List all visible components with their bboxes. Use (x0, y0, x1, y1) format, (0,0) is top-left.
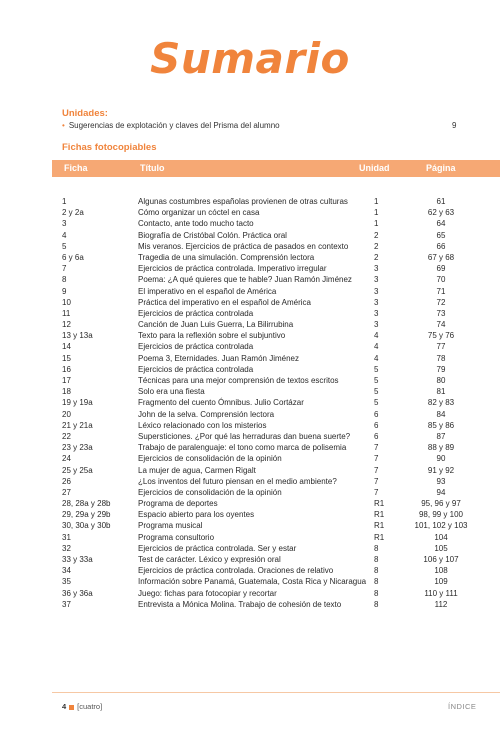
row-unidad: 8 (374, 577, 379, 587)
row-titulo: John de la selva. Comprensión lectora (138, 409, 275, 419)
row-ficha: 22 (62, 431, 71, 441)
row-ficha: 25 y 25a (62, 465, 93, 475)
row-ficha: 21 y 21a (62, 420, 93, 430)
row-pagina: 90 (436, 454, 446, 464)
row-pagina: 75 y 76 (427, 331, 455, 341)
row-ficha: 1 (62, 197, 67, 206)
row-unidad: 2 (374, 230, 379, 240)
row-unidad: 2 (374, 252, 379, 262)
row-titulo: Juego: fichas para fotocopiar y recortar (138, 588, 277, 598)
row-unidad: 4 (374, 353, 379, 363)
row-titulo: Léxico relacionado con los misterios (138, 420, 267, 430)
row-pagina: 104 (434, 532, 448, 542)
row-ficha: 18 (62, 387, 71, 397)
table-row (0, 543, 500, 554)
row-pagina: 70 (436, 275, 446, 285)
row-unidad: 2 (374, 241, 379, 251)
row-pagina: 87 (436, 431, 446, 441)
row-pagina: 109 (434, 577, 448, 587)
table-row (0, 274, 500, 285)
row-pagina: 94 (436, 487, 446, 497)
row-titulo: Programa musical (138, 521, 203, 531)
row-pagina: 77 (436, 342, 446, 352)
page-title: Sumario (150, 34, 350, 83)
table-row (0, 520, 500, 531)
header-unidad: Unidad (359, 163, 390, 173)
table-row (0, 252, 500, 263)
table-row (0, 487, 500, 498)
table-row (0, 498, 500, 509)
row-pagina: 66 (436, 241, 446, 251)
row-ficha: 29, 29a y 29b (62, 510, 111, 520)
row-titulo: Texto para la reflexión sobre el subjuntivo (138, 331, 286, 341)
row-titulo: Programa consultorio (138, 532, 215, 542)
row-titulo: Supersticiones. ¿Por qué las herraduras dan buena suerte? (138, 431, 351, 441)
row-pagina: 82 y 83 (427, 398, 455, 408)
table-row (0, 364, 500, 375)
row-titulo: Biografía de Cristóbal Colón. Práctica oral (138, 230, 287, 240)
row-pagina: 64 (436, 219, 446, 229)
row-titulo: Solo era una fiesta (138, 387, 205, 397)
table-row (0, 241, 500, 252)
row-ficha: 11 (62, 308, 71, 318)
row-unidad: 7 (374, 454, 379, 464)
row-unidad: 1 (374, 219, 379, 229)
row-unidad: 6 (374, 409, 379, 419)
row-titulo: Tragedia de una simulación. Comprensión lectora (138, 252, 315, 262)
row-ficha: 27 (62, 487, 71, 497)
row-ficha: 28, 28a y 28b (62, 499, 111, 509)
row-pagina: 93 (436, 476, 446, 486)
row-titulo: Fragmento del cuento Ómnibus. Julio Cortázar (138, 398, 304, 408)
row-unidad: R1 (374, 521, 385, 531)
row-pagina: 101, 102 y 103 (414, 521, 468, 531)
row-pagina: 95, 96 y 97 (421, 499, 461, 509)
row-pagina: 81 (436, 387, 446, 397)
row-titulo: Entrevista a Mónica Molina. Trabajo de cohesión de texto (138, 599, 342, 609)
row-titulo: Espacio abierto para los oyentes (138, 510, 255, 520)
table-row (0, 230, 500, 241)
footer-page-word: [cuatro] (77, 702, 103, 711)
table-row (0, 286, 500, 297)
table-row (0, 576, 500, 587)
fichas-heading: Fichas fotocopiables (62, 142, 157, 153)
row-ficha: 6 y 6a (62, 252, 84, 262)
row-ficha: 15 (62, 353, 71, 363)
row-ficha: 4 (62, 230, 67, 240)
row-ficha: 32 (62, 543, 71, 553)
table-row (0, 476, 500, 487)
bullet-icon: • (62, 121, 65, 130)
row-titulo: Ejercicios de práctica controlada. Oraciones de relativo (138, 566, 334, 576)
row-ficha: 3 (62, 219, 67, 229)
unidades-item (62, 121, 462, 130)
row-unidad: 1 (374, 208, 379, 218)
row-titulo: Programa de deportes (138, 499, 218, 509)
table-row (0, 565, 500, 576)
row-ficha: 35 (62, 577, 71, 587)
footer-page (62, 702, 102, 711)
row-unidad: 7 (374, 465, 379, 475)
row-unidad: 8 (374, 555, 379, 564)
row-unidad: R1 (374, 532, 385, 542)
row-unidad: 5 (374, 376, 379, 385)
row-ficha: 33 y 33a (62, 555, 93, 564)
row-pagina: 61 (436, 197, 446, 206)
row-titulo: Cómo organizar un cóctel en casa (138, 208, 260, 218)
row-titulo: Poema 3, Eternidades. Juan Ramón Jiménez (138, 353, 299, 363)
row-pagina: 73 (436, 308, 446, 318)
table-row (0, 509, 500, 520)
row-titulo: Canción de Juan Luis Guerra, La Bilirrubina (138, 320, 294, 330)
row-pagina: 98, 99 y 100 (418, 510, 464, 520)
table-row (0, 308, 500, 319)
row-unidad: 5 (374, 364, 379, 374)
row-ficha: 9 (62, 286, 67, 296)
row-ficha: 5 (62, 241, 67, 251)
row-pagina: 85 y 86 (427, 420, 455, 430)
row-unidad: 7 (374, 476, 379, 486)
row-unidad: 4 (374, 342, 379, 352)
row-pagina: 112 (434, 599, 448, 609)
row-pagina: 84 (436, 409, 446, 419)
row-titulo: La mujer de agua, Carmen Rigalt (138, 465, 256, 475)
row-unidad: 8 (374, 543, 379, 553)
row-ficha: 17 (62, 376, 71, 385)
row-ficha: 31 (62, 532, 71, 542)
row-unidad: 7 (374, 443, 379, 453)
table-row (0, 442, 500, 453)
row-pagina: 71 (436, 286, 446, 296)
unidades-heading: Unidades: (62, 108, 108, 119)
row-unidad: 3 (374, 320, 379, 330)
row-pagina: 80 (436, 376, 446, 385)
row-unidad: 3 (374, 308, 379, 318)
row-ficha: 14 (62, 342, 71, 352)
row-pagina: 106 y 107 (423, 555, 459, 564)
row-ficha: 23 y 23a (62, 443, 93, 453)
row-unidad: R1 (374, 510, 385, 520)
row-titulo: Ejercicios de práctica controlada (138, 342, 254, 352)
row-pagina: 78 (436, 353, 446, 363)
row-titulo: Ejercicios de práctica controlada. Ser y estar (138, 543, 297, 553)
row-ficha: 16 (62, 364, 71, 374)
row-unidad: 6 (374, 420, 379, 430)
row-titulo: Ejercicios de práctica controlada. Imperativo irregular (138, 264, 327, 274)
row-unidad: 3 (374, 264, 379, 274)
row-ficha: 34 (62, 566, 71, 576)
header-titulo: Título (140, 163, 165, 173)
table-row (0, 532, 500, 543)
row-pagina: 110 y 111 (424, 588, 458, 598)
row-unidad: 5 (374, 398, 379, 408)
row-unidad: 3 (374, 297, 379, 307)
table-row (0, 196, 500, 207)
row-titulo: Ejercicios de práctica controlada (138, 364, 254, 374)
unidades-item-page: 9 (452, 121, 457, 130)
row-titulo: Ejercicios de consolidación de la opinión (138, 487, 282, 497)
row-ficha: 19 y 19a (62, 398, 93, 408)
table-row (0, 465, 500, 476)
row-ficha: 24 (62, 454, 71, 464)
row-ficha: 7 (62, 264, 67, 274)
row-titulo: ¿Los inventos del futuro piensan en el medio ambiente? (138, 476, 337, 486)
row-unidad: 4 (374, 331, 379, 341)
row-ficha: 10 (62, 297, 71, 307)
table-row (0, 453, 500, 464)
square-icon (69, 705, 74, 710)
row-unidad: 3 (374, 275, 379, 285)
table-row (0, 375, 500, 386)
table-row (0, 330, 500, 341)
row-ficha: 26 (62, 476, 71, 486)
table-row (0, 420, 500, 431)
row-pagina: 65 (436, 230, 446, 240)
row-pagina: 62 y 63 (427, 208, 455, 218)
table-row (0, 263, 500, 274)
header-pagina: Página (426, 163, 456, 173)
row-ficha: 37 (62, 599, 71, 609)
row-pagina: 108 (434, 566, 448, 576)
table-header (52, 160, 500, 177)
table-row (0, 397, 500, 408)
row-titulo: Mis veranos. Ejercicios de práctica de pasados en contexto (138, 241, 349, 251)
row-ficha: 13 y 13a (62, 331, 93, 341)
header-ficha: Ficha (64, 163, 88, 173)
row-titulo: Poema: ¿A qué quieres que te hable? Juan Ramón Jiménez (138, 275, 352, 285)
row-ficha: 8 (62, 275, 67, 285)
row-ficha: 30, 30a y 30b (62, 521, 111, 531)
table-row (0, 353, 500, 364)
row-ficha: 36 y 36a (62, 588, 93, 598)
row-titulo: Test de carácter. Léxico y expresión oral (138, 555, 281, 564)
footer-divider (52, 692, 500, 693)
row-titulo: Técnicas para una mejor comprensión de textos escritos (138, 376, 339, 385)
table-row (0, 599, 500, 610)
row-titulo: Contacto, ante todo mucho tacto (138, 219, 254, 229)
row-unidad: 6 (374, 431, 379, 441)
row-unidad: 8 (374, 566, 379, 576)
row-unidad: 8 (374, 588, 379, 598)
row-unidad: 5 (374, 387, 379, 397)
table-row (0, 297, 500, 308)
table-row (0, 554, 500, 565)
row-unidad: R1 (374, 499, 385, 509)
row-titulo: Algunas costumbres españolas provienen de otras culturas (138, 197, 348, 206)
row-pagina: 105 (434, 543, 448, 553)
table-row (0, 386, 500, 397)
table-row (0, 588, 500, 599)
row-pagina: 72 (436, 297, 446, 307)
row-pagina: 79 (436, 364, 446, 374)
row-unidad: 3 (374, 286, 379, 296)
footer-section: ÍNDICE (448, 702, 477, 711)
table-row (0, 218, 500, 229)
row-ficha: 2 y 2a (62, 208, 84, 218)
row-ficha: 12 (62, 320, 71, 330)
footer-page-number: 4 (62, 702, 67, 711)
row-ficha: 20 (62, 409, 71, 419)
row-pagina: 74 (436, 320, 446, 330)
row-unidad: 7 (374, 487, 379, 497)
row-pagina: 88 y 89 (427, 443, 455, 453)
unidades-item-text: Sugerencias de explotación y claves del Prisma del alumno (68, 121, 280, 130)
row-pagina: 91 y 92 (427, 465, 455, 475)
table-body (0, 196, 500, 610)
row-unidad: 8 (374, 599, 379, 609)
row-titulo: El imperativo en el español de América (138, 286, 277, 296)
row-titulo: Práctica del imperativo en el español de América (138, 297, 311, 307)
row-pagina: 69 (436, 264, 446, 274)
row-titulo: Ejercicios de consolidación de la opinión (138, 454, 282, 464)
row-titulo: Ejercicios de práctica controlada (138, 308, 254, 318)
table-row (0, 431, 500, 442)
table-row (0, 341, 500, 352)
row-titulo: Trabajo de paralenguaje: el tono como marca de polisemia (138, 443, 347, 453)
row-titulo: Información sobre Panamá, Guatemala, Costa Rica y Nicaragua (138, 577, 367, 587)
row-pagina: 67 y 68 (427, 252, 455, 262)
table-row (0, 409, 500, 420)
table-row (0, 207, 500, 218)
table-row (0, 319, 500, 330)
row-unidad: 1 (374, 197, 379, 206)
